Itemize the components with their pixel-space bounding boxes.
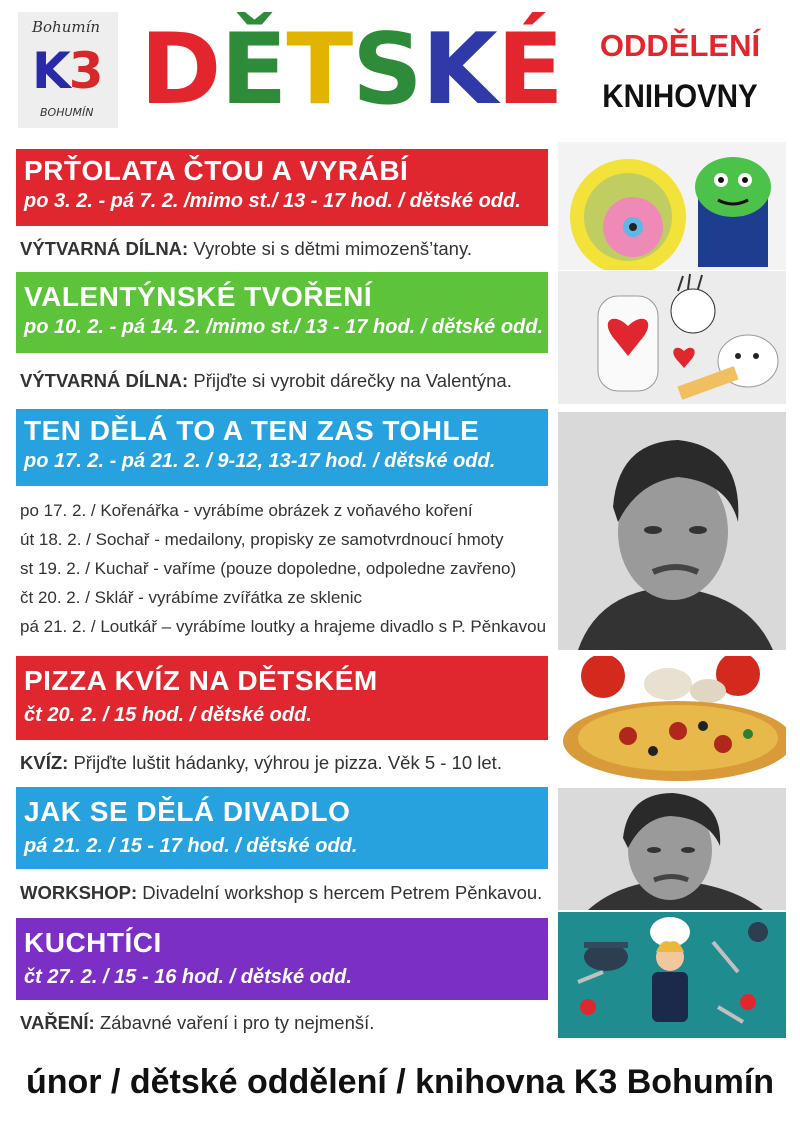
title-letter: S bbox=[352, 13, 422, 127]
event-banner bbox=[16, 149, 548, 226]
event-date: po 3. 2. - pá 7. 2. /mimo st./ 13 - 17 hod. / dětské odd. bbox=[24, 190, 521, 212]
event-title: JAK SE DĚLÁ DIVADLO bbox=[24, 796, 351, 827]
title-letter: T bbox=[286, 13, 353, 127]
valentine-crafts-photo bbox=[558, 271, 786, 404]
header-subtitle-2: KNIHOVNY bbox=[602, 78, 758, 114]
desc-text: Přijďte luštit hádanky, výhrou je pizza. Věk 5 - 10 let. bbox=[68, 752, 502, 773]
pizza-photo bbox=[558, 656, 786, 784]
event-date: po 10. 2. - pá 14. 2. /mimo st./ 13 - 17 hod. / dětské odd. bbox=[24, 316, 544, 338]
title-letter: É bbox=[496, 13, 563, 127]
event-banner bbox=[16, 656, 548, 740]
logo-mark: K3 bbox=[32, 42, 102, 100]
desc-label: VÝTVARNÁ DÍLNA: bbox=[20, 370, 189, 391]
event-title: VALENTÝNSKÉ TVOŘENÍ bbox=[24, 281, 373, 312]
k3-logo bbox=[18, 12, 118, 128]
event-title: PRŤOLATA ČTOU A VYRÁBÍ bbox=[24, 155, 409, 186]
schedule-item: út 18. 2. / Sochař - medailony, propisky ze samotvrdnoucí hmoty bbox=[20, 530, 504, 549]
schedule-item: pá 21. 2. / Loutkář – vyrábíme loutky a hrajeme divadlo s P. Pěnkavou bbox=[20, 617, 547, 636]
page-title bbox=[140, 10, 563, 130]
event-title: TEN DĚLÁ TO A TEN ZAS TOHLE bbox=[24, 415, 480, 446]
desc-text: Divadelní workshop s hercem Petrem Pěnkavou. bbox=[137, 882, 543, 903]
event-description bbox=[20, 1012, 560, 1034]
event-title: KUCHTÍCI bbox=[24, 927, 162, 958]
event-banner bbox=[16, 918, 548, 1000]
desc-text: Zábavné vaření i pro ty nejmenší. bbox=[94, 1012, 375, 1033]
logo-caption: BOHUMÍN bbox=[40, 106, 94, 119]
header-subtitle-1: ODDĚLENÍ bbox=[599, 28, 761, 63]
desc-text: Přijďte si vyrobit dárečky na Valentýna. bbox=[188, 370, 512, 391]
event-date: čt 27. 2. / 15 - 16 hod. / dětské odd. bbox=[24, 966, 352, 988]
actor-portrait-photo bbox=[558, 412, 786, 650]
event-title: PIZZA KVÍZ NA DĚTSKÉM bbox=[24, 665, 378, 696]
event-banner bbox=[16, 272, 548, 353]
event-date: čt 20. 2. / 15 hod. / dětské odd. bbox=[24, 704, 312, 726]
logo-script: Bohumín bbox=[32, 18, 101, 36]
event-description bbox=[20, 238, 560, 260]
actor-portrait-photo bbox=[558, 788, 786, 910]
footer-text: únor / dětské oddělení / knihovna K3 Bohumín bbox=[25, 1063, 775, 1101]
event-date: po 17. 2. - pá 21. 2. / 9-12, 13-17 hod. / dětské odd. bbox=[24, 450, 496, 472]
title-letter: Ě bbox=[220, 13, 287, 127]
schedule-item: čt 20. 2. / Sklář - vyrábíme zvířátka ze sklenic bbox=[20, 588, 363, 607]
event-banner bbox=[16, 409, 548, 486]
schedule-item: po 17. 2. / Kořenářka - vyrábíme obrázek z voňavého koření bbox=[20, 501, 473, 520]
cook-illustration bbox=[558, 912, 786, 1038]
event-banner bbox=[16, 787, 548, 869]
title-letter: D bbox=[140, 13, 221, 127]
desc-label: KVÍZ: bbox=[20, 752, 69, 773]
alien-crafts-photo bbox=[558, 142, 786, 270]
event-description bbox=[20, 752, 560, 774]
workshop-schedule bbox=[20, 496, 560, 641]
event-description bbox=[20, 882, 560, 904]
event-date: pá 21. 2. / 15 - 17 hod. / dětské odd. bbox=[24, 835, 358, 857]
title-letter: K bbox=[421, 13, 497, 127]
schedule-item: st 19. 2. / Kuchař - vaříme (pouze dopoledne, odpoledne zavřeno) bbox=[20, 559, 517, 578]
desc-label: VÝTVARNÁ DÍLNA: bbox=[20, 238, 189, 259]
event-description bbox=[20, 370, 560, 392]
desc-label: WORKSHOP: bbox=[20, 882, 138, 903]
desc-label: VAŘENÍ: bbox=[20, 1012, 95, 1033]
desc-text: Vyrobte si s dětmi mimozenš’tany. bbox=[188, 238, 472, 259]
